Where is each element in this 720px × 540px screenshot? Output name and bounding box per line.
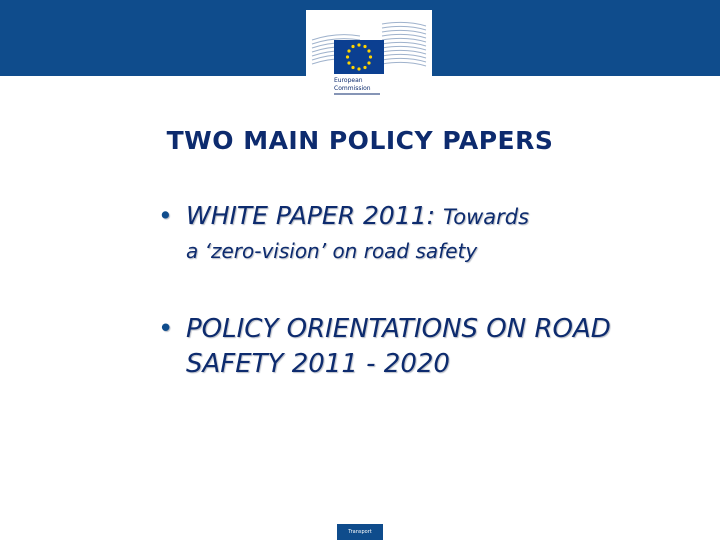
logo-text-line2: Commission [334, 85, 371, 92]
bullet-dot-icon: • [158, 201, 173, 230]
footer-tag: Transport [337, 524, 383, 540]
bullet-dot-icon: • [158, 314, 174, 344]
white-paper-lead: WHITE PAPER 2011: [186, 201, 436, 230]
bullet-white-paper [158, 198, 638, 267]
white-paper-tail: Towards [443, 205, 530, 229]
logo-text-line1: European [334, 77, 363, 84]
white-paper-continuation: a ‘zero-vision’ on road safety [186, 239, 478, 263]
bullet-policy-orientations [158, 312, 656, 382]
policy-orientations-text: POLICY ORIENTATIONS ON ROAD SAFETY 2011 - 2020 [186, 314, 611, 379]
european-commission-logo [306, 10, 432, 100]
bullet-list [158, 198, 638, 379]
slide-title: TWO MAIN POLICY PAPERS [166, 126, 554, 155]
